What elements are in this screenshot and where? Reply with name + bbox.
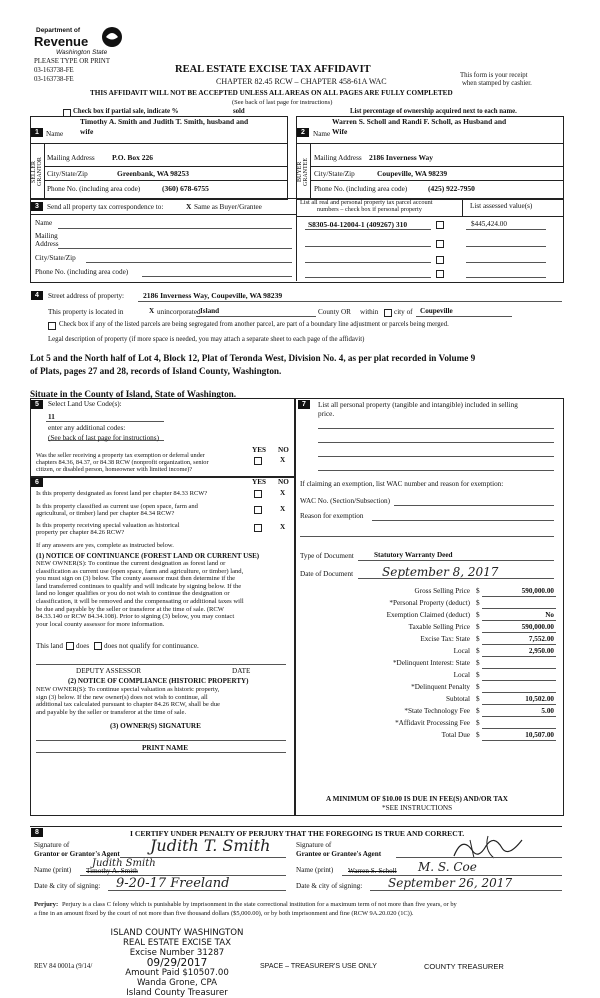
form-rev-number: REV 84 0001a (9/14/ xyxy=(34,963,93,970)
parcel-field[interactable] xyxy=(305,277,431,278)
fee-dollar: $ xyxy=(476,611,480,619)
county-field xyxy=(196,316,316,317)
grantor-name-hand[interactable]: Judith Smith xyxy=(92,858,156,869)
divider xyxy=(310,166,563,167)
see-back-5: (See back of last page for instructions) xyxy=(48,434,159,442)
reason-label: Reason for exemption xyxy=(300,512,364,520)
county-treasurer-label: COUNTY TREASURER xyxy=(424,962,504,971)
fee-field xyxy=(482,692,556,693)
fee-label: Taxable Selling Price xyxy=(408,623,470,631)
section-5-badge: 5 xyxy=(31,400,43,409)
doc-date-field xyxy=(358,578,554,579)
certify-statement: I CERTIFY UNDER PENALTY OF PERJURY THAT THE FOREGOING IS TRUE AND CORRECT. xyxy=(130,829,465,838)
land-use-label: Select Land Use Code(s): xyxy=(48,400,122,408)
current-use-q-2: agricultural, or timber) land per chapter 84.34 RCW? xyxy=(36,510,175,517)
divider xyxy=(44,166,287,167)
fee-value[interactable]: 10,502.00 xyxy=(525,695,554,703)
receipt-note-1: This form is your receipt xyxy=(460,72,528,79)
fee-field xyxy=(482,620,556,621)
legal-description-label: Legal description of property (if more space is needed, you may attach a separate sheet to each page of the affidavit) xyxy=(48,336,365,343)
fee-field xyxy=(482,644,556,645)
notice-compliance-line: NEW OWNER(S): To continue special valuation as historic property, xyxy=(36,686,220,693)
notice-continuance-line: your local county assessor for more information. xyxy=(36,620,165,628)
property-street[interactable]: 2186 Inverness Way, Coupeville, WA 98239 xyxy=(143,291,283,300)
fee-dollar: $ xyxy=(476,731,480,739)
section-6-badge: 6 xyxy=(31,478,43,487)
notice-continuance-line: be due and payable by the seller or transferor at the time of sale. (RCW xyxy=(36,605,225,613)
grantor-date-field xyxy=(108,890,286,891)
personal-property-field[interactable] xyxy=(318,442,554,443)
fee-value[interactable]: 590,000.00 xyxy=(521,623,554,631)
fee-value[interactable]: No xyxy=(545,611,554,619)
fee-field xyxy=(482,728,556,729)
personal-property-field[interactable] xyxy=(318,470,554,471)
corr-address-label: Address xyxy=(35,240,59,248)
fee-field xyxy=(482,740,556,741)
parcel-header-2: numbers – check box if personal property xyxy=(317,206,422,213)
does-not-checkbox[interactable] xyxy=(94,642,102,650)
yes-header: YES xyxy=(252,446,266,454)
fee-dollar: $ xyxy=(476,647,480,655)
grantee-name-hand[interactable]: M. S. Coe xyxy=(418,860,477,874)
fee-label: Gross Selling Price xyxy=(414,587,470,595)
form-code-1: 03-163738-FE xyxy=(34,67,74,74)
perjury-text-2: a fine in an amount fixed by the court of not more than five thousand dollars ($5,000.00), or by both imprisonment and fine (RCW 9A.20.020 (1C)). xyxy=(34,910,414,917)
owner-sig-field[interactable] xyxy=(36,740,286,741)
buyer-name-line-1[interactable]: Warren S. Scholl and Randi F. Scholl, as Husband and xyxy=(332,117,507,126)
within-label: within xyxy=(360,308,379,316)
fee-label: Exemption Claimed (deduct) xyxy=(386,611,470,619)
fee-label: Total Due xyxy=(441,731,470,739)
grantee-date-field xyxy=(370,890,562,891)
forest-yes-checkbox[interactable] xyxy=(254,490,262,498)
fee-dollar: $ xyxy=(476,671,480,679)
treasurer-use-label: SPACE – TREASURER'S USE ONLY xyxy=(260,963,377,970)
divider xyxy=(296,143,563,144)
corr-mailing-label: Mailing xyxy=(35,232,58,240)
fee-field xyxy=(482,608,556,609)
buyer-city-label: City/State/Zip xyxy=(314,170,355,178)
county-or-label: County OR xyxy=(318,308,351,316)
seller-name-label: Name xyxy=(46,130,64,138)
stamp-line: Amount Paid $10507.00 xyxy=(125,968,229,978)
complete-notice: THIS AFFIDAVIT WILL NOT BE ACCEPTED UNLESS ALL AREAS ON ALL PAGES ARE FULLY COMPLETED xyxy=(90,89,453,97)
grantee-agent-label: Grantee or Grantee's Agent xyxy=(296,850,382,858)
forest-question: Is this property designated as forest land per chapter 84.33 RCW? xyxy=(36,490,208,497)
parcel-personal-checkbox[interactable] xyxy=(436,221,444,229)
divider xyxy=(44,143,45,198)
wac-field[interactable] xyxy=(394,505,554,506)
buyer-city[interactable]: Coupeville, WA 98239 xyxy=(377,169,448,178)
grantor-date[interactable]: 9-20-17 Freeland xyxy=(116,876,230,891)
grantee-date[interactable]: September 26, 2017 xyxy=(388,876,513,890)
personal-property-field[interactable] xyxy=(318,456,554,457)
list-pct-label: List percentage of ownership acquired next to each name. xyxy=(350,108,517,115)
notice-continuance-line: classification as current use (open space, farm and agriculture, or timber) land, xyxy=(36,567,244,575)
fee-field xyxy=(482,656,556,657)
corr-address-field[interactable] xyxy=(58,248,292,249)
assessed-field[interactable] xyxy=(466,229,546,230)
does-not-label: does not qualify for continuance. xyxy=(104,642,199,650)
assessed-value[interactable]: $445,424.00 xyxy=(471,220,507,228)
parcel-personal-checkbox[interactable] xyxy=(436,270,444,278)
yes-header-6: YES xyxy=(252,478,266,486)
fee-label: *Delinquent Penalty xyxy=(411,683,470,691)
corr-name-label: Name xyxy=(35,219,53,227)
minimum-notice: A MINIMUM OF $10.00 IS DUE IN FEE(S) AND/OR TAX xyxy=(326,795,508,803)
corr-phone-label: Phone No. (including area code) xyxy=(35,268,129,276)
exemption-claim-label: If claiming an exemption, list WAC number and reason for exemption: xyxy=(300,480,504,488)
personal-property-label-1: List all personal property (tangible and intangible) included in selling xyxy=(318,401,518,409)
date-label: DATE xyxy=(232,667,251,675)
buyer-side-label: BUYER GRANTEE xyxy=(297,158,309,186)
sig-of-grantor-label: Signature of xyxy=(34,841,70,849)
seller-city[interactable]: Greenbank, WA 98253 xyxy=(117,169,190,178)
land-use-code[interactable]: 11 xyxy=(48,413,55,421)
if-yes-label: If any answers are yes, complete as instructed below. xyxy=(36,542,174,549)
current-use-yes-checkbox[interactable] xyxy=(254,506,262,514)
reason-field[interactable] xyxy=(372,520,554,521)
notice-compliance-body xyxy=(36,686,220,716)
sold-label: sold xyxy=(233,108,245,115)
send-label: Send all property tax correspondence to: xyxy=(47,203,164,211)
exemption-q-3: citizen, or disabled person, homeowner with limited income)? xyxy=(36,466,193,473)
corr-name-field[interactable] xyxy=(58,228,292,229)
seller-mail-label: Mailing Address xyxy=(47,154,95,162)
fee-field xyxy=(482,596,556,597)
no-header-6: NO xyxy=(278,478,289,486)
this-land-label: This land xyxy=(36,642,63,650)
legal-description-3[interactable]: Situate in the County of Island, State of Washington. xyxy=(30,389,237,399)
fee-field xyxy=(482,716,556,717)
divider xyxy=(30,143,287,144)
fee-dollar: $ xyxy=(476,683,480,691)
fee-label: *Personal Property (deduct) xyxy=(389,599,470,607)
does-label: does xyxy=(76,642,90,650)
doc-date-label: Date of Document xyxy=(300,570,354,578)
section-2-badge: 2 xyxy=(297,128,309,137)
exemption-no-mark[interactable]: X xyxy=(280,456,286,464)
historic-no-mark[interactable]: X xyxy=(280,523,286,531)
grantor-name[interactable]: Timothy A. Smith xyxy=(86,867,138,875)
notice-continuance-line: land no longer qualifies or you do not wish to continue the designation or xyxy=(36,590,230,598)
stamp-line: ISLAND COUNTY WASHINGTON xyxy=(110,928,244,938)
notice-continuance-body xyxy=(36,560,244,628)
within-city-checkbox[interactable] xyxy=(384,309,392,317)
fee-field xyxy=(482,680,556,681)
located-label: This property is located in xyxy=(48,308,124,316)
fee-dollar: $ xyxy=(476,623,480,631)
reason-field[interactable] xyxy=(300,536,554,537)
parcel-personal-checkbox[interactable] xyxy=(436,240,444,248)
buyer-name-label: Name xyxy=(313,130,331,138)
fee-label: Excise Tax: State xyxy=(420,635,470,643)
fee-dollar: $ xyxy=(476,635,480,643)
buyer-name-line-2[interactable]: Wife xyxy=(332,127,348,136)
does-checkbox[interactable] xyxy=(66,642,74,650)
personal-property-label-2: price. xyxy=(318,410,335,418)
revenue-wordmark: Revenue xyxy=(34,34,89,49)
county-name[interactable]: Island xyxy=(200,307,220,315)
fee-dollar: $ xyxy=(476,707,480,715)
doc-type-field xyxy=(358,560,554,561)
fee-dollar: $ xyxy=(476,695,480,703)
doc-type-label: Type of Document xyxy=(300,552,354,560)
section-7-badge: 7 xyxy=(298,400,310,409)
exemption-q-1: Was the seller receiving a property tax exemption or deferral under xyxy=(36,452,205,459)
grantor-agent-label: Grantor or Grantor's Agent xyxy=(34,850,120,858)
personal-property-field[interactable] xyxy=(318,428,554,429)
parcel-header-1: List all real and personal property tax parcel account xyxy=(300,199,433,206)
perjury-text-1: Perjury is a class C felony which is punishable by imprisonment in the state correctional institution for a maximum term of not more than five years, or by xyxy=(62,901,457,908)
fee-value[interactable]: 7,552.00 xyxy=(528,635,554,643)
city-of-label: city of xyxy=(394,308,413,316)
segregated-label: Check box if any of the listed parcels are being segregated from another parcel, are part of a boundary line adjustment or parcels being merged. xyxy=(59,321,449,328)
buyer-mail-label: Mailing Address xyxy=(314,154,362,162)
grantee-signature[interactable] xyxy=(448,830,528,864)
partial-sale-label: Check box if partial sale, indicate % xyxy=(73,108,179,115)
fee-label: Local xyxy=(453,671,470,679)
street-field xyxy=(138,301,562,302)
historic-q-1: Is this property receiving special valuation as historical xyxy=(36,522,180,529)
notice-compliance-line: and payable by the seller or transferor at the time of sale. xyxy=(36,708,187,716)
form-code-2: 03-163738-FE xyxy=(34,76,74,83)
divider xyxy=(30,214,297,215)
see-back-header: (See back of last page for instructions) xyxy=(232,99,333,106)
same-as-buyer-label: Same as Buyer/Grantee xyxy=(194,203,262,211)
print-name-label: PRINT NAME xyxy=(142,744,188,752)
fee-label: Subtotal xyxy=(446,695,470,703)
divider xyxy=(296,216,563,217)
notice-continuance-line: land transferred continues to qualify and will indicate by signing below. If the xyxy=(36,582,242,590)
street-label: Street address of property: xyxy=(48,292,125,300)
land-use-field xyxy=(46,421,164,422)
personal-property-box xyxy=(294,398,564,816)
divider xyxy=(310,143,311,198)
parcel-personal-checkbox[interactable] xyxy=(436,256,444,264)
legal-description-2[interactable]: of Plats, pages 27 and 28, records of Island County, Washington. xyxy=(30,366,282,376)
corr-city-label: City/State/Zip xyxy=(35,254,76,262)
assessed-field[interactable] xyxy=(466,246,546,247)
exemption-yes-checkbox[interactable] xyxy=(254,457,262,465)
no-header: NO xyxy=(278,446,289,454)
same-as-buyer-mark[interactable]: X xyxy=(186,202,192,211)
divider xyxy=(462,198,463,216)
sig-of-grantee-label: Signature of xyxy=(296,841,332,849)
city-field xyxy=(416,316,512,317)
fee-dollar: $ xyxy=(476,659,480,667)
stamp-line: REAL ESTATE EXCISE TAX xyxy=(122,938,232,948)
parcel-field[interactable] xyxy=(305,262,431,263)
stamp-line: Excise Number 31287 xyxy=(129,948,225,958)
wac-label: WAC No. (Section/Subsection) xyxy=(300,497,391,505)
fee-dollar: $ xyxy=(476,599,480,607)
print-name-field[interactable] xyxy=(36,752,286,753)
seller-name-line-1[interactable]: Timothy A. Smith and Judith T. Smith, husband and xyxy=(80,117,249,126)
fee-label: Local xyxy=(453,647,470,655)
fee-field xyxy=(482,668,556,669)
city-name[interactable]: Coupeville xyxy=(420,307,453,315)
fee-value[interactable]: 10,507.00 xyxy=(525,731,554,739)
buyer-phone[interactable]: (425) 922-7950 xyxy=(428,184,475,193)
grantee-name-label: Name (print) xyxy=(296,866,334,874)
section-3-badge: 3 xyxy=(31,202,43,211)
fee-value[interactable]: 2,950.00 xyxy=(528,647,554,655)
assessor-sig-field[interactable] xyxy=(36,664,286,665)
fee-value[interactable]: 590,000.00 xyxy=(521,587,554,595)
fee-field xyxy=(482,704,556,705)
dept-label: Department of xyxy=(36,27,81,34)
seller-side-label: SELLER GRANTOR xyxy=(31,157,43,187)
section-8-badge: 8 xyxy=(31,828,43,837)
stamp-line: Wanda Grone, CPA xyxy=(136,978,218,988)
form-title: REAL ESTATE EXCISE TAX AFFIDAVIT xyxy=(175,64,371,75)
parcel-number[interactable]: S8305-04-12004-1 (409267) 310 xyxy=(308,220,408,229)
additional-codes-label: enter any additional codes: xyxy=(48,424,126,432)
divider xyxy=(310,180,563,181)
current-use-q-1: Is this property classified as current use (open space, farm and xyxy=(36,503,198,510)
stamp-line: 09/29/2017 xyxy=(146,957,208,969)
grantee-date-label: Date & city of signing: xyxy=(296,882,363,890)
grantor-name-label: Name (print) xyxy=(34,866,72,874)
section-4-badge: 4 xyxy=(31,291,43,300)
seller-mail[interactable]: P.O. Box 226 xyxy=(112,153,153,162)
notice-continuance-line: you must sign on (3) below. The county assessor must then determine if the xyxy=(36,575,236,583)
doc-date[interactable]: September 8, 2017 xyxy=(382,565,499,579)
notice-continuance-line: 84.33.140 or RCW 84.34.108). Prior to signing (3) below, you may contact xyxy=(36,613,235,621)
exemption-q-2: chapters 84.36, 84.37, or 84.38 RCW (nonprofit organization, senior xyxy=(36,459,209,466)
assessed-header: List assessed value(s) xyxy=(470,202,533,210)
assessed-field[interactable] xyxy=(466,262,546,263)
buyer-mail[interactable]: 2186 Inverness Way xyxy=(369,153,434,162)
assessed-field[interactable] xyxy=(466,277,546,278)
form-chapter: CHAPTER 82.45 RCW – CHAPTER 458-61A WAC xyxy=(216,77,387,86)
fee-field xyxy=(482,632,556,633)
notice-continuance-line: NEW OWNER(S): To continue the current designation as forest land or xyxy=(36,560,226,567)
stamp-line: Island County Treasurer xyxy=(126,988,228,998)
parcel-field[interactable] xyxy=(305,229,431,230)
notice-compliance-line: sign (3) below. If the new owner(s) does not wish to continue, all xyxy=(36,693,208,701)
fee-dollar: $ xyxy=(476,719,480,727)
seller-phone[interactable]: (360) 678-6755 xyxy=(162,184,209,193)
notice-compliance-line: additional tax calculated pursuant to chapter 84.26 RCW, shall be due xyxy=(36,701,220,709)
seller-city-label: City/State/Zip xyxy=(47,170,88,178)
receipt-note-2: when stamped by cashier. xyxy=(462,80,532,87)
legal-description-1[interactable]: Lot 5 and the North half of Lot 4, Block 12, Plat of Teronda West, Division No. 4, as per plat recorded in Volume 9 xyxy=(30,353,476,363)
corr-city-field[interactable] xyxy=(86,262,292,263)
seller-phone-label: Phone No. (including area code) xyxy=(47,185,141,193)
forest-no-mark[interactable]: X xyxy=(280,489,286,497)
grantee-sig-field xyxy=(396,857,562,858)
fee-label: *Delinquent Interest: State xyxy=(392,659,470,667)
state-label: Washington State xyxy=(56,49,108,56)
notice-continuance-title: (1) NOTICE OF CONTINUANCE (FOREST LAND OR CURRENT USE) xyxy=(36,552,260,560)
buyer-phone-label: Phone No. (including area code) xyxy=(314,185,408,193)
notice-continuance-line: classification, it will be removed and the compensating or additional taxes will xyxy=(36,597,244,605)
owner-signature-label: (3) OWNER(S) SIGNATURE xyxy=(110,722,201,730)
seller-name-line-2[interactable]: wife xyxy=(80,127,94,136)
unincorporated-label: unincorporated xyxy=(157,308,201,316)
current-use-no-mark[interactable]: X xyxy=(280,505,286,513)
deputy-assessor-label: DEPUTY ASSESSOR xyxy=(76,667,142,675)
corr-phone-field[interactable] xyxy=(142,276,292,277)
see-instructions: *SEE INSTRUCTIONS xyxy=(382,804,453,812)
perjury-label: Perjury: xyxy=(34,901,59,908)
type-or-print: PLEASE TYPE OR PRINT xyxy=(34,58,110,65)
grantor-signature[interactable]: Judith T. Smith xyxy=(150,836,271,855)
notice-compliance-title: (2) NOTICE OF COMPLIANCE (HISTORIC PROPERTY) xyxy=(68,677,249,685)
fee-label: *Affidavit Processing Fee xyxy=(395,719,470,727)
unincorporated-mark[interactable]: X xyxy=(149,307,155,315)
grantor-date-label: Date & city of signing: xyxy=(34,882,101,890)
divider xyxy=(44,180,287,181)
fee-value[interactable]: 5.00 xyxy=(541,707,554,715)
divider xyxy=(296,198,297,281)
fee-label: *State Technology Fee xyxy=(404,707,470,715)
doc-type[interactable]: Statutory Warranty Deed xyxy=(374,551,453,559)
historic-yes-checkbox[interactable] xyxy=(254,524,262,532)
segregated-checkbox[interactable] xyxy=(48,322,56,330)
fee-dollar: $ xyxy=(476,587,480,595)
parcel-field[interactable] xyxy=(305,246,431,247)
historic-q-2: property per chapter 84.26 RCW? xyxy=(36,529,125,536)
grantee-name[interactable]: Warren S. Scholl xyxy=(348,867,397,875)
section-1-badge: 1 xyxy=(31,128,43,137)
